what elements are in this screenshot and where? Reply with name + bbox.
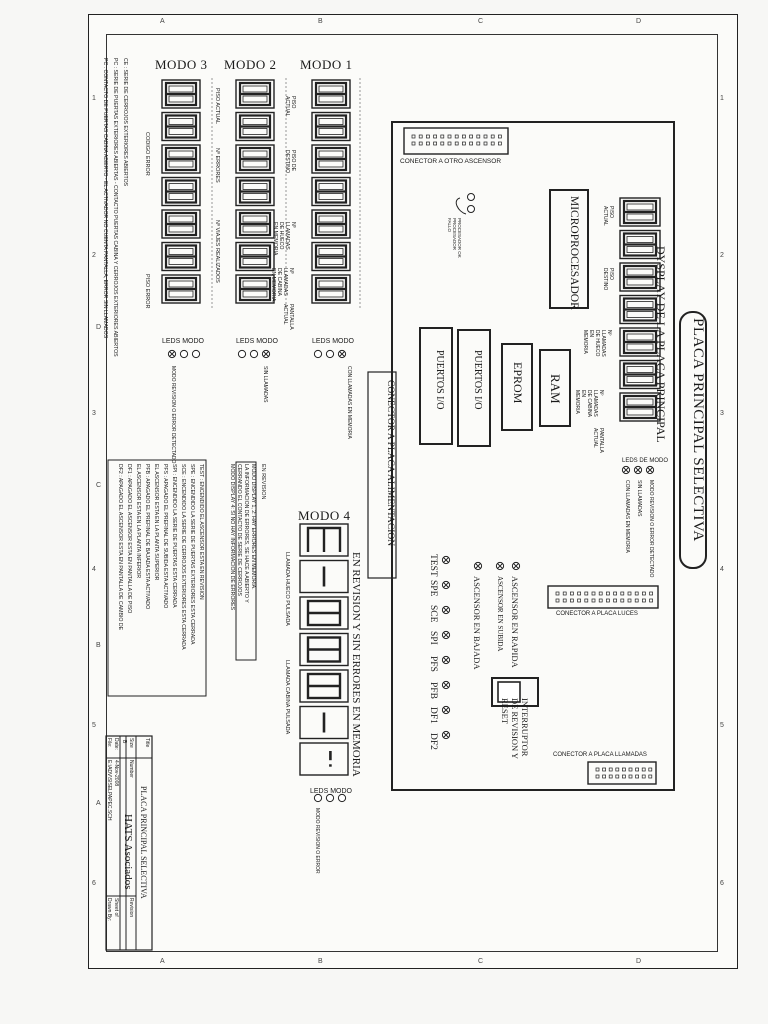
modo-1-label: PISO ACTUAL <box>284 96 296 117</box>
modo-1-digit <box>312 275 350 303</box>
connector-pin <box>650 592 653 595</box>
legend-line: PFB : APAGADO EL PREFINAL DE BAJADA ESTA ACTIVADO <box>144 464 150 610</box>
legend-line: DF2 : APAGADO EL ASCENSOR ESTA EN PANTALLA DE CAMBIO DE <box>117 464 123 631</box>
modo-1-digit <box>312 80 350 108</box>
io-label: DF2 <box>428 732 438 750</box>
modo-2-digit <box>236 80 274 108</box>
legend-line: EL ASCENSOR ESTA EN LA PLANTA SUPERIOR <box>153 464 159 581</box>
modo-2-digit <box>236 210 274 238</box>
status-led <box>496 562 503 569</box>
board-title: PLACA PRINCIPAL SELECTIVA <box>690 318 706 542</box>
modo-4-led-label: MODO REVISION O ERROR <box>314 808 320 874</box>
frame-tick-letter-bottom: B <box>318 958 323 965</box>
frame-tick-number-right: 6 <box>720 880 724 887</box>
processor-ok-led <box>468 194 475 201</box>
connector-pin <box>412 135 415 138</box>
notes-line: MODO DISPLAY 1, 2: HAY ERRORES EN MEMORIA. <box>250 464 256 590</box>
connector-pin <box>592 599 595 602</box>
io-label: TEST <box>428 554 438 577</box>
connector-pin <box>642 768 645 771</box>
connector-pin <box>434 142 437 145</box>
connector-pin <box>606 592 609 595</box>
modo-3-title: MODO 3 <box>155 57 208 72</box>
modo-2-label: PISO ACTUAL <box>214 88 220 125</box>
frame-tick-number-left: 4 <box>92 566 96 573</box>
left-margin-note: PC : SERIE DE PUERTAS EXTERIORES ABIERTAS - CONTACTO PUERTAS CABINA Y CERROJOS EXTERIORES ABIERTOS <box>112 58 118 357</box>
connector-pin <box>603 768 606 771</box>
connector-pin <box>642 775 645 778</box>
connector-pin <box>635 592 638 595</box>
frame-tick-letter-top: B <box>318 18 323 25</box>
board-display-digit <box>620 198 660 226</box>
connector-pin <box>484 135 487 138</box>
modo-1-digit <box>312 145 350 173</box>
connector-pin <box>462 135 465 138</box>
io-label: DF1 <box>428 707 438 724</box>
legend-line: SPE : ENCENDIDO LA SERIE DE PUERTAS EXTERIORES ESTA CERRADA <box>189 464 195 645</box>
board-display-label: PANTALLA ACTUAL <box>592 428 604 453</box>
legend-line: SCE : ENCENDIDO LA SERIE DE CERROJOS EXTERIORES ESTA CERRADA <box>180 464 186 650</box>
frame-tick-letter-top: C <box>478 18 484 25</box>
connector-pin <box>556 599 559 602</box>
display-title: DYSPLAY DE LA PLACA PRINCIPAL <box>654 246 668 443</box>
modo-1-digit <box>312 210 350 238</box>
frame-tick-letter: D <box>96 324 102 331</box>
connector-pin <box>599 599 602 602</box>
connector-pin <box>606 599 609 602</box>
connector-pin <box>614 599 617 602</box>
connector-pin <box>622 768 625 771</box>
modo-3-led <box>180 350 187 357</box>
frame-tick-letter: B <box>96 642 101 649</box>
io-led <box>442 631 449 638</box>
modo-4-digit <box>300 670 348 702</box>
left-margin-note: CE : SERIE DE CERROJOS EXTERIORES ABIERTOS <box>122 58 128 187</box>
board-display-label: PISO DESTINO <box>602 268 614 291</box>
modo-2-led <box>238 350 245 357</box>
connector-pin <box>470 135 473 138</box>
microprocesador-label: MICROPROCESADOR <box>568 196 580 310</box>
connector-pin <box>491 135 494 138</box>
modo-1-led <box>338 350 345 357</box>
status-led-label: ASCENSOR EN SUBIDA <box>496 576 504 652</box>
status-led-label: ASCENSOR EN RAPIDA <box>510 576 520 668</box>
connector-pin <box>596 768 599 771</box>
modo-1-label: PISO DE DESTINO <box>284 150 296 174</box>
frame-tick-number-right: 5 <box>720 722 724 729</box>
frame-tick-number-left: 3 <box>92 410 96 417</box>
modo-2-digit <box>236 145 274 173</box>
tb-date-caption: Date: <box>113 738 119 750</box>
modo-4-led <box>326 794 333 801</box>
legend-line: TEST : ENCENDIDO EL ASCENSOR ESTA EN REVISION <box>198 464 204 600</box>
io-led <box>442 656 449 663</box>
modo-3-label: PISO ERROR <box>144 274 150 309</box>
connector-pin <box>609 768 612 771</box>
modo-3-digit <box>162 275 200 303</box>
modo-2-led <box>262 350 269 357</box>
modo-4-digit <box>300 743 348 775</box>
connector-pin <box>570 592 573 595</box>
board-mode-led <box>634 466 641 473</box>
modo-1-title: MODO 1 <box>300 57 353 72</box>
connector-pin <box>462 142 465 145</box>
modo-4-title: MODO 4 <box>298 508 351 523</box>
io-led <box>442 581 449 588</box>
processor-led-wire <box>456 198 466 214</box>
connector-pin <box>616 775 619 778</box>
connector-pin <box>629 775 632 778</box>
connector-pin <box>621 592 624 595</box>
connector-luces <box>548 586 658 608</box>
modo-1-led <box>326 350 333 357</box>
legend-line: EL ASCENSOR ESTA EN LA PLANTA INFERIOR <box>135 464 141 579</box>
board-mode-led-label: MODO REVISION O ERROR DETECTADO <box>648 480 654 578</box>
notes-line: CERRANDO EL CONTACTO DE SERIE DE CERROJOS <box>236 464 242 596</box>
frame-tick-letter: C <box>96 482 102 489</box>
frame-tick-letter-top: A <box>160 18 165 25</box>
modo-3-digit <box>162 145 200 173</box>
io-led <box>442 556 449 563</box>
connector-pin <box>578 592 581 595</box>
connector-pin <box>585 599 588 602</box>
status-led <box>474 562 481 569</box>
board-display-label: Nº LLAMADAS DE HUECO EN MEMORIA <box>582 330 612 357</box>
connector-pin <box>412 142 415 145</box>
connector-pin <box>649 768 652 771</box>
modo-2-label: Nº ERRORES <box>214 148 220 183</box>
connector-pin <box>621 599 624 602</box>
modo-1-led-label: CON LLAMADAS EN MEMORIA <box>346 366 352 439</box>
connector-pin <box>563 599 566 602</box>
notes-line: MODO DISPLAY 4: SI NO HAY INFORMACION DE ERRORES <box>229 464 235 611</box>
left-margin-note: PC : CONTACTO DE PUERTAS CABINA ABIERTO - EL ACTIVADOR NO CUENTA PANTALLA, ERROR SIN LLAMADOS <box>102 58 108 339</box>
tb-drawn-caption: Drawn By: <box>106 898 112 922</box>
frame-tick-number-right: 2 <box>720 252 724 259</box>
modo-3-led <box>192 350 199 357</box>
connector-pin <box>563 592 566 595</box>
connector-pin <box>629 768 632 771</box>
connector-llamadas-label: CONECTOR A PLACA LLAMADAS <box>553 752 647 758</box>
connector-pin <box>614 592 617 595</box>
connector-pin <box>636 768 639 771</box>
tb-title-caption: Title <box>144 738 150 748</box>
connector-pin <box>455 135 458 138</box>
eprom-label: EPROM <box>511 362 525 404</box>
connector-pin <box>603 775 606 778</box>
board-leds-modo-title: LEDS DE MODO <box>622 458 669 464</box>
status-led <box>512 562 519 569</box>
modo-3-digit <box>162 210 200 238</box>
tb-size-caption: Size <box>128 738 134 748</box>
connector-pin <box>419 135 422 138</box>
tb-company: HATS Asociados <box>122 814 134 890</box>
connector-pin <box>570 599 573 602</box>
modo-1-digit <box>312 113 350 141</box>
frame-tick-number-right: 1 <box>720 95 724 102</box>
io-label: SPI <box>428 630 438 645</box>
frame-tick-number-right: 3 <box>720 410 724 417</box>
board-mode-led-label: SIN LLAMADAS <box>636 480 642 517</box>
connector-pin <box>642 599 645 602</box>
modo-4-digit <box>300 561 348 593</box>
modo-2-digit <box>236 113 274 141</box>
connector-pin <box>649 775 652 778</box>
connector-pin <box>441 142 444 145</box>
connector-alim-label: CONECTOR A PLACA ALIMENTACION <box>385 380 395 547</box>
connector-pin <box>650 599 653 602</box>
modo-4-digit <box>300 707 348 739</box>
modo-4-digit <box>300 524 348 556</box>
modo-1-digit <box>312 178 350 206</box>
frame-tick-number-right: 4 <box>720 566 724 573</box>
modo-1-label: Nº LLAMADAS DE HUECO EN MEMORIA <box>272 222 296 256</box>
modo-4-subtitle: EN REVISION Y SIN ERRORES EN MEMORIA <box>350 552 362 777</box>
connector-pin <box>556 592 559 595</box>
notes-line: LA INFORMACION DE ERRORES, SE HACE A ABIERTO Y <box>243 464 249 603</box>
puertos-io-1-label: PUERTOS I/O <box>472 350 483 410</box>
ram-label: RAM <box>548 374 563 404</box>
modo-2-digit <box>236 275 274 303</box>
io-label: SPE <box>428 579 438 596</box>
connector-pin <box>434 135 437 138</box>
modo-2-led <box>250 350 257 357</box>
modo-2-label: Nº VIAJES REALIZADOS <box>214 220 220 283</box>
modo-4-digit <box>300 634 348 666</box>
modo-1-led <box>314 350 321 357</box>
io-led <box>442 606 449 613</box>
connector-pin <box>448 135 451 138</box>
modo-4-label: LLAMADA CABINA PULSADA <box>284 660 290 735</box>
modo-4-digit <box>300 597 348 629</box>
connector-pin <box>484 142 487 145</box>
connector-pin <box>642 592 645 595</box>
connector-pin <box>448 142 451 145</box>
frame-tick-letter: A <box>96 800 101 807</box>
legend-line: SPI : ENCENDIDO LA SERIE DE PUERTAS ESTA CERRADA <box>171 464 177 608</box>
connector-pin <box>426 142 429 145</box>
connector-pin <box>477 142 480 145</box>
connector-pin <box>616 768 619 771</box>
connector-pin <box>622 775 625 778</box>
frame-tick-number-left: 6 <box>92 880 96 887</box>
tb-number-caption: Number <box>128 760 134 778</box>
io-label: SCE <box>428 605 438 623</box>
connector-pin <box>419 142 422 145</box>
connector-pin <box>477 135 480 138</box>
board-mode-led <box>646 466 653 473</box>
modo-4-leds-label: LEDS MODO <box>310 788 353 795</box>
modo-1-label: PANTALLA ACTUAL <box>282 304 294 330</box>
connector-pin <box>578 599 581 602</box>
modo-1-leds-label: LEDS MODO <box>312 338 355 345</box>
connector-pin <box>596 775 599 778</box>
modo-2-title: MODO 2 <box>224 57 277 72</box>
modo-1-digit <box>312 243 350 271</box>
connector-otro-ascensor <box>404 128 508 154</box>
connector-pin <box>470 142 473 145</box>
frame-tick-number-left: 2 <box>92 252 96 259</box>
frame-tick-letter-bottom: A <box>160 958 165 965</box>
connector-pin <box>441 135 444 138</box>
interruptor-label: INTERRUPTOR DE REVISION Y RESET <box>500 698 530 759</box>
modo-2-digit <box>236 243 274 271</box>
tb-file-caption: File: <box>106 738 112 748</box>
connector-pin <box>635 599 638 602</box>
legend-line: DF1 : APAGADO EL ASCENSOR ESTA EN PANTALLA DE PISO <box>126 464 132 614</box>
tb-title: PLACA PRINCIPAL SELECTIVA <box>139 786 148 899</box>
frame-tick-letter-bottom: D <box>636 958 642 965</box>
frame-tick-number-left: 5 <box>92 722 96 729</box>
modo-3-digit <box>162 80 200 108</box>
board-display-label: Nº LLAMADAS DE CABINA EN MEMORIA <box>574 390 604 417</box>
frame-tick-letter-top: D <box>636 18 642 25</box>
board-display-label: PISO ACTUAL <box>602 206 614 226</box>
modo-4-led <box>338 794 345 801</box>
connector-pin <box>426 135 429 138</box>
io-label: PFS <box>428 656 438 672</box>
modo-3-digit <box>162 113 200 141</box>
connector-pin <box>585 592 588 595</box>
connector-pin <box>599 592 602 595</box>
tb-sheet-caption: Sheet of <box>113 898 119 917</box>
modo-3-leds-label: LEDS MODO <box>162 338 205 345</box>
tb-date: 4-Nov-2008 <box>113 760 119 787</box>
modo-3-digit <box>162 178 200 206</box>
board-mode-led <box>622 466 629 473</box>
tb-revision-caption: Revision <box>128 898 134 918</box>
notes-en-revision: EN REVISION <box>260 464 266 500</box>
modo-1-label: Nº LLAMADAS DE CABINA EN MEMORIA <box>270 268 294 302</box>
connector-pin <box>636 775 639 778</box>
connector-pin <box>498 142 501 145</box>
modo-2-leds-label: LEDS MODO <box>236 338 279 345</box>
frame-tick-letter-bottom: C <box>478 958 484 965</box>
processor-fail-led <box>468 206 475 213</box>
connector-pin <box>455 142 458 145</box>
modo-3-digit <box>162 243 200 271</box>
io-label: PFB <box>428 681 438 699</box>
modo-3-led <box>168 350 175 357</box>
frame-tick-number-left: 1 <box>92 95 96 102</box>
board-mode-led-label: CON LLAMADAS EN MEMORIA <box>624 480 630 553</box>
connector-pin <box>609 775 612 778</box>
connector-pin <box>628 599 631 602</box>
connector-pin <box>628 592 631 595</box>
connector-otro-label: CONECTOR A OTRO ASCENSOR <box>400 158 502 165</box>
connector-pin <box>592 592 595 595</box>
modo-3-led-label: MODO REVISION O ERROR DETECTADO <box>170 366 176 464</box>
io-led <box>442 731 449 738</box>
modo-4-label: LLAMADA HUECO PULSADA <box>284 552 290 626</box>
puertos-io-2-label: PUERTOS I/O <box>434 350 445 410</box>
modo-3-label: CODIGO ERROR <box>144 132 150 176</box>
modo-2-led-label: SIN LLAMADAS <box>262 366 268 403</box>
status-led-label: ASCENSOR EN BAJADA <box>472 576 482 670</box>
connector-luces-label: CONECTOR A PLACA LUCES <box>556 611 638 617</box>
connector-pin <box>491 142 494 145</box>
modo-2-digit <box>236 178 274 206</box>
io-led <box>442 706 449 713</box>
modo-4-led <box>314 794 321 801</box>
legend-line: PFS : APAGADO EL PREFINAL DE SUBIDA ESTA ACTIVADO <box>162 464 168 609</box>
tb-size-b: B <box>121 740 127 744</box>
connector-pin <box>498 135 501 138</box>
processor-status-label: PROCESADOR OK PROCESADOR FALLO <box>447 218 462 258</box>
connector-llamadas <box>588 762 656 784</box>
io-led <box>442 681 449 688</box>
tb-file: E:\ADV\SISELPAPEC.SCH <box>106 760 112 821</box>
